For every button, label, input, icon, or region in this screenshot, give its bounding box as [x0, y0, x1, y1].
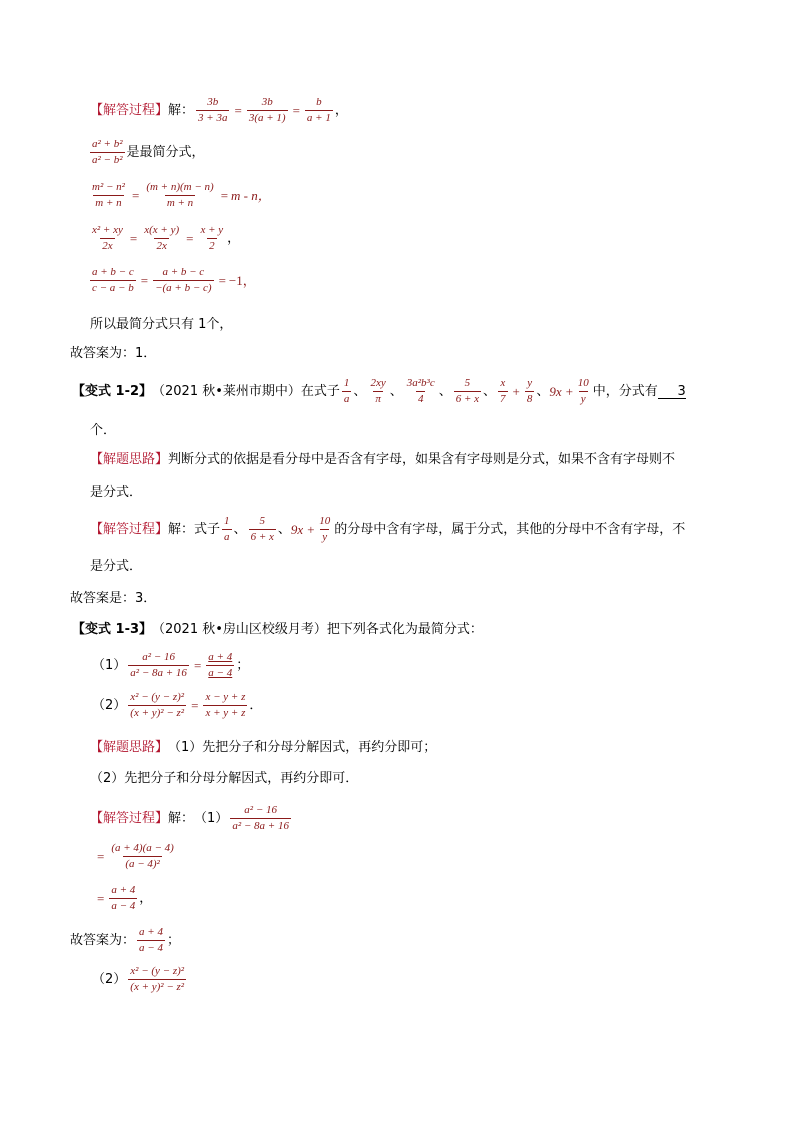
fraction: $\frac{\text{a² − 16}}{\text{a² − 8a + 16}}$: [130, 651, 187, 679]
jie-label: 解：: [168, 103, 195, 118]
s1-answer: 故答案为： 1．: [70, 346, 157, 361]
v12-unit: 个．: [90, 423, 117, 438]
fraction: $\frac{5}{6 + x}$: [455, 377, 480, 405]
expr: 9x +: [549, 384, 574, 399]
v13-process-1: 【解答过程】 解： （1） $\frac{\text{a² − 16}}{\text{a² − 8a + 16}}$: [90, 804, 289, 832]
fraction: $\frac{a + 4}{a - 4}$: [139, 926, 163, 954]
v12-question: 【变式 1-2】 （2021 秋•莱州市期中） 在式子 $\frac{1}{a}$ 、 $\frac{2xy}{\pi}$ 、 $\frac{\text{3a²b³c}}{4}$ 、 $\frac{5}{6 + x}$ 、 $\frac{x}{7}$ + $\frac{y}{8}$ 、 9x + $\frac{10}{y}$ 中，分式有 3: [72, 377, 686, 405]
v12-process-2: 是分式．: [90, 559, 143, 574]
fraction: $\frac{5}{6 + x}$: [250, 515, 274, 543]
solve-idea-label: 【解题思路】: [90, 452, 169, 467]
answer-blank: 3: [658, 385, 686, 399]
source-note: （2021 秋•房山区校级月考）: [152, 622, 327, 637]
v13-process-2: （2） $\frac{\text{x² − (y − z)²}}{\text{(x + y)² − z²}}$: [92, 965, 185, 993]
s1-line-4: $\frac{\text{x² + xy}}{2x}$ = $\frac{x(x + y)}{2x}$ = $\frac{x + y}{2}$ ，: [92, 224, 241, 252]
fraction: $\frac{(m + n)(m - n)}{m + n}$: [146, 181, 214, 209]
v13-question: [72, 623, 483, 636]
fraction: $\frac{\text{x² − (y − z)²}}{\text{(x + y)² − z²}}$: [130, 691, 185, 719]
question-text: 中，分式有: [592, 384, 658, 399]
fraction: $\frac{10}{y}$: [577, 377, 589, 405]
fraction: $\frac{10}{y}$: [319, 515, 331, 543]
fraction: $\frac{\text{a² + b²}}{\text{a² − b²}}$: [92, 138, 123, 166]
intro-text: 在式子: [300, 384, 340, 399]
fraction: $\frac{a + b - c}{-(a + b - c)}$: [155, 266, 212, 294]
fraction: $\frac{x(x + y)}{2x}$: [144, 224, 180, 252]
answer-fraction: $\frac{x - y + z}{x + y + z}$: [205, 691, 246, 719]
s1-conclusion: 所以最简分式只有 1个，: [90, 317, 233, 332]
v13-step-1: = $\frac{(a + 4)(a - 4)}{\text{(a − 4)²}}$: [97, 842, 174, 870]
solve-process-label: 【解答过程】: [90, 811, 169, 826]
task-text: 把下列各式化为最简分式：: [326, 622, 483, 637]
fraction: $\frac{x}{7}$: [500, 377, 506, 405]
fraction: $\frac{x + y}{2}$: [200, 224, 224, 252]
punct: ，: [227, 231, 241, 246]
v13-step-2: = $\frac{a + 4}{a - 4}$ ，: [97, 884, 153, 912]
v12-idea-2: 是分式．: [90, 485, 143, 500]
fraction: $\frac{(a + 4)(a - 4)}{\text{(a − 4)²}}$: [111, 842, 174, 870]
v13-idea-2: （2）先把分子和分母分解因式，再约分即可．: [90, 771, 359, 786]
s1-line-2: [88, 139, 205, 166]
fraction: $\frac{\text{a² − 16}}{\text{a² − 8a + 16}}$: [232, 804, 289, 832]
fraction: $\frac{a + b - c}{c - a - b}$: [92, 266, 134, 294]
fraction: $\frac{y}{8}$: [526, 377, 533, 405]
result: m - n，: [231, 188, 271, 203]
fraction: $\frac{b}{a + 1}$: [306, 96, 331, 124]
solve-process-label: 【解答过程】: [90, 522, 169, 537]
answer-fraction: $\frac{a + 4}{a - 4}$: [208, 651, 233, 679]
v13-idea-1: 【解题思路】 （1）先把分子和分母分解因式，再约分即可；: [90, 740, 437, 755]
v12-idea: 【解题思路】 判断分式的依据是看分母中是否含有字母，如果含有字母则是分式，如果不含有字母则不: [90, 452, 676, 467]
v13-item-2: （2） $\frac{\text{x² − (y − z)²}}{\text{(x + y)² − z²}}$ = $\frac{x - y + z}{x + y + z}$ ．: [92, 691, 263, 719]
fraction: $\frac{a + 4}{a - 4}$: [111, 884, 136, 912]
fraction: $\frac{3b}{3(a + 1)}$: [248, 96, 286, 124]
v12-process: 【解答过程】 解： 式子 $\frac{1}{a}$ 、 $\frac{5}{6 + x}$ 、 9x + $\frac{10}{y}$ 的分母中含有字母，属于分式，其他的分母中不含有字母，不: [90, 515, 686, 543]
fraction: $\frac{1}{a}$: [343, 377, 350, 405]
solve-idea-label: 【解题思路】: [90, 740, 169, 755]
variant-heading: 【变式 1-2】: [72, 384, 153, 399]
s1-line-5: $\frac{a + b - c}{c - a - b}$ = $\frac{a + b - c}{-(a + b - c)}$ = −1，: [92, 266, 256, 294]
fraction: $\frac{1}{a}$: [224, 515, 230, 543]
fraction: $\frac{2xy}{\pi}$: [370, 377, 386, 405]
v13-item-1: （1） $\frac{\text{a² − 16}}{\text{a² − 8a + 16}}$ = $\frac{a + 4}{a - 4}$ ；: [92, 651, 250, 679]
result: −1，: [228, 273, 256, 288]
fraction: $\frac{\text{m² − n²}}{m + n}$: [92, 181, 125, 209]
punct: ，: [334, 103, 348, 118]
variant-heading: 【变式 1-3】: [72, 622, 153, 637]
v12-answer: 故答案是： 3．: [70, 591, 157, 606]
fraction: $\frac{3b}{3 + 3a}$: [198, 96, 228, 124]
statement: 是最简分式，: [126, 145, 205, 160]
fraction: $\frac{\text{x² − (y − z)²}}{\text{(x + y)² − z²}}$: [130, 965, 185, 993]
s1-line-1: 【解答过程】 解： $\frac{3b}{3 + 3a}$ = $\frac{3b}{3(a + 1)}$ = $\frac{b}{a + 1}$ ，: [90, 96, 348, 124]
solve-process-label: 【解答过程】: [90, 103, 169, 118]
s1-line-3: $\frac{\text{m² − n²}}{m + n}$ = $\frac{(m + n)(m - n)}{m + n}$ = m - n，: [92, 181, 271, 209]
fraction: $\frac{\text{3a²b³c}}{4}$: [406, 377, 435, 405]
fraction: $\frac{\text{x² + xy}}{2x}$: [92, 224, 123, 252]
source-note: （2021 秋•莱州市期中）: [152, 384, 301, 399]
v13-answer-1: 故答案为： $\frac{a + 4}{a - 4}$ ；: [70, 926, 180, 954]
